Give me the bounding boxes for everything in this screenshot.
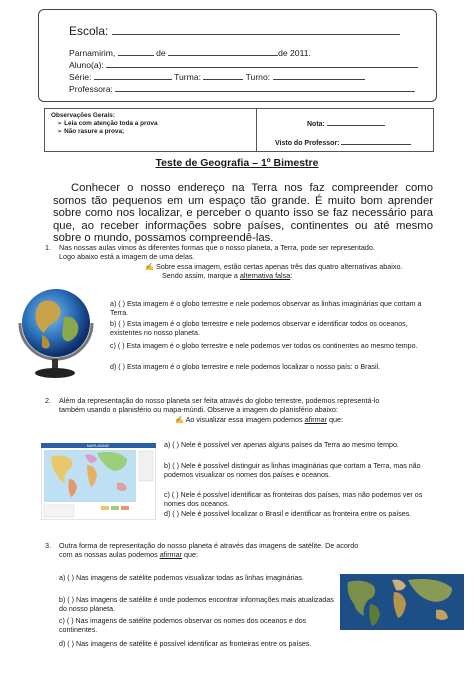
globe-image (12, 283, 106, 383)
question-2: 2. Além da representação do nosso planeta ser feita através do globo terrestre, podemos representá-lo também usando o planisfério ou mapa-múndi. Observe a imagem do planisfério abaixo: ✍ Ao visualizar essa imagem podemos afirmar que: (45, 396, 380, 424)
serie-turma-turno-field[interactable]: Série: Turma: Turno: (69, 71, 365, 82)
question-1: 1. Nas nossas aulas vimos às diferentes formas que o nosso planeta, a Terra, pode ser representado. Logo abaixo está a imagem de uma delas. ✍ Sobre essa imagem, estão certas apenas três das quatro alternativas abaixo. Sendo assim, marque a alternativa falsa: (45, 243, 403, 280)
question-3: 3. Outra forma de representação do nosso planeta é através das imagens de satélite. De acordo com as nossas aulas podemos afirmar que: (45, 541, 359, 560)
pointer-icon: ✍ (145, 261, 156, 271)
q3-option-b[interactable]: b) ( ) Nas imagens de satélite é onde podemos encontrar informações mais atualizadas do nosso planeta. (59, 596, 334, 614)
observations-box (44, 108, 434, 152)
q3-option-d[interactable]: d) ( ) Nas imagens de satélite é possível identificar as fronteiras entre os países. (59, 640, 312, 648)
satellite-image (340, 574, 464, 630)
grade-panel (256, 109, 434, 151)
q3-option-c[interactable]: c) ( ) Nas imagens de satélite podemos observar os nomes dos oceanos e dos continentes. (59, 617, 307, 635)
page-title: Teste de Geografia – 1º Bimestre (155, 157, 319, 169)
escola-line (112, 26, 400, 35)
q2-option-d[interactable]: d) ( ) Nele é possível localizar o Brasil e identificar as fronteira entre os países. (164, 510, 412, 518)
q2-option-c[interactable]: c) ( ) Nele é possível identificar as fronteiras dos países, mas não podemos ver os nomes dos oceanos. (164, 491, 423, 509)
q2-option-a[interactable]: a) ( ) Nele é possível ver apenas alguns países da Terra ao mesmo tempo. (164, 441, 399, 449)
observations-list (45, 109, 255, 151)
escola-field[interactable]: Escola: (69, 24, 400, 38)
q1-option-a[interactable]: a) ( ) Esta imagem é o globo terrestre e nele podemos observar as linhas imaginárias que cortam a Terra. (110, 300, 422, 318)
q1-option-d[interactable]: d) ( ) Esta imagem é o globo terrestre e nele podemos localizar o nosso país: o Brasil. (110, 363, 381, 371)
world-map-image (41, 443, 156, 520)
professora-field[interactable]: Professora: (69, 83, 415, 94)
observation-item: ➢ Leia com atenção toda a prova (57, 120, 158, 127)
aluno-field[interactable]: Aluno(a): (69, 59, 418, 70)
svg-text:MAPA-MÚNDI: MAPA-MÚNDI (86, 444, 110, 448)
q1-option-c[interactable]: c) ( ) Esta imagem é o globo terrestre e nele podemos ver todos os continentes ao mesmo tempo. (110, 342, 418, 350)
question-number: 2. (45, 396, 51, 405)
pointer-icon: ✍ (175, 414, 186, 424)
observation-item: ➢ Não rasure a prova; (57, 128, 125, 135)
date-field[interactable]: Parnamirim, de de 2011. (69, 48, 311, 58)
question-number: 3. (45, 541, 51, 550)
question-number: 1. (45, 243, 51, 252)
intro-paragraph: Conhecer o nosso endereço na Terra nos faz compreender como somos tão pequenos em um espaço tão grande. É muito bom aprender sobre como nos localizar, e perceber o quanto isso se faz necessário para que, ao receber informações sobre países, continentes ou até mesmo sobre o mundo, possamos compreendê-las. (53, 182, 433, 245)
q2-option-b[interactable]: b) ( ) Nele é possível distinguir as linhas imaginárias que cortam a Terra, mas não podemos visualizar os nomes dos países e oceanos. (164, 462, 421, 480)
observations-title: Observações Gerais: (51, 112, 115, 119)
q3-option-a[interactable]: a) ( ) Nas imagens de satélite podemos visualizar todas as linhas imaginárias. (59, 574, 304, 582)
school-header (38, 9, 437, 102)
nota-field[interactable]: Nota: (307, 117, 385, 128)
visto-field[interactable]: Visto do Professor: (275, 136, 411, 147)
q1-option-b[interactable]: b) ( ) Esta imagem é o globo terrestre e nele podemos observar e identificar todos os oceanos, existentes no nosso planeta. (110, 320, 408, 338)
